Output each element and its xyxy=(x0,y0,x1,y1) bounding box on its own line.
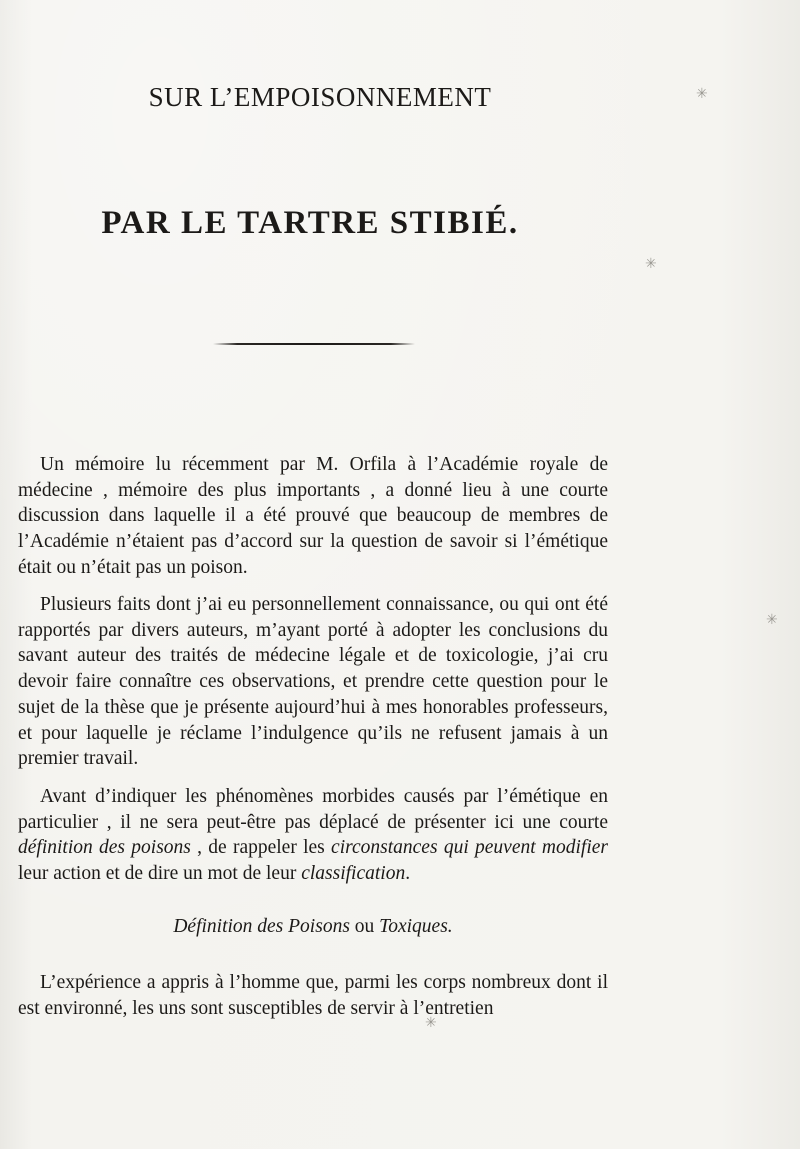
document-subtitle: SUR L’EMPOISONNEMENT xyxy=(148,82,492,112)
section-heading-part2: Toxiques. xyxy=(379,916,453,937)
text-run: , de rappeler les xyxy=(190,837,332,859)
section-heading-connector: ou xyxy=(349,916,380,937)
paragraph-motivation xyxy=(18,592,608,772)
text-run: leur action et de dire un mot de leur xyxy=(18,863,302,885)
emphasis-definition: définition des poisons xyxy=(18,837,191,859)
document-title: PAR LE TARTRE STIBIÉ. xyxy=(101,205,519,241)
paragraph-text: Un mémoire lu récemment par M. Orfila à l’Académie royale de médecine , mémoire des plus importants , a donné lieu à une courte discussion dans laquelle il a été prouvé que beaucoup de membres de l’Académie n’étaient pas d’accord sur la question de savoir si l’émétique était ou n’était pas un poison. xyxy=(18,454,608,578)
section-heading xyxy=(18,916,608,938)
paragraph-experience xyxy=(18,970,608,1021)
paragraph-intro xyxy=(18,452,608,581)
emphasis-circumstances: circonstances qui peuvent modifier xyxy=(331,837,608,859)
text-run: . xyxy=(405,863,411,885)
section-heading-part1: Définition des Poisons xyxy=(173,916,350,937)
paragraph-outline xyxy=(18,784,608,887)
paragraph-text: L’expérience a appris à l’homme que, parmi les corps nombreux dont il est environné, les uns sont susceptibles de servir à l’entretien xyxy=(18,972,608,1019)
text-run: Avant d’indiquer les phénomènes morbides causés par l’émétique en particulier , il ne sera peut-être pas déplacé de présenter ici une courte xyxy=(18,786,608,833)
paragraph-text: Plusieurs faits dont j’ai eu personnellement connaissance, ou qui ont été rapportés par divers auteurs, m’ayant porté à adopter les conclusions du savant auteur des traités de médecine légale et de toxicologie, j’ai cru devoir faire connaître ces observations, et prendre cette question pour le sujet de la thèse que je présente aujourd’hui à mes honorables professeurs, et pour laquelle je réclame l’indulgence qu’ils ne refusent jamais à un premier travail. xyxy=(18,594,608,770)
title-divider xyxy=(213,343,415,345)
paper-speck-icon: ✳ xyxy=(766,612,778,628)
emphasis-classification: classification xyxy=(301,863,406,885)
paragraph-text xyxy=(18,784,608,887)
paper-speck-icon: ✳ xyxy=(696,86,708,102)
paper-speck-icon: ✳ xyxy=(645,256,657,272)
paper-speck-icon: ✳ xyxy=(425,1015,437,1031)
